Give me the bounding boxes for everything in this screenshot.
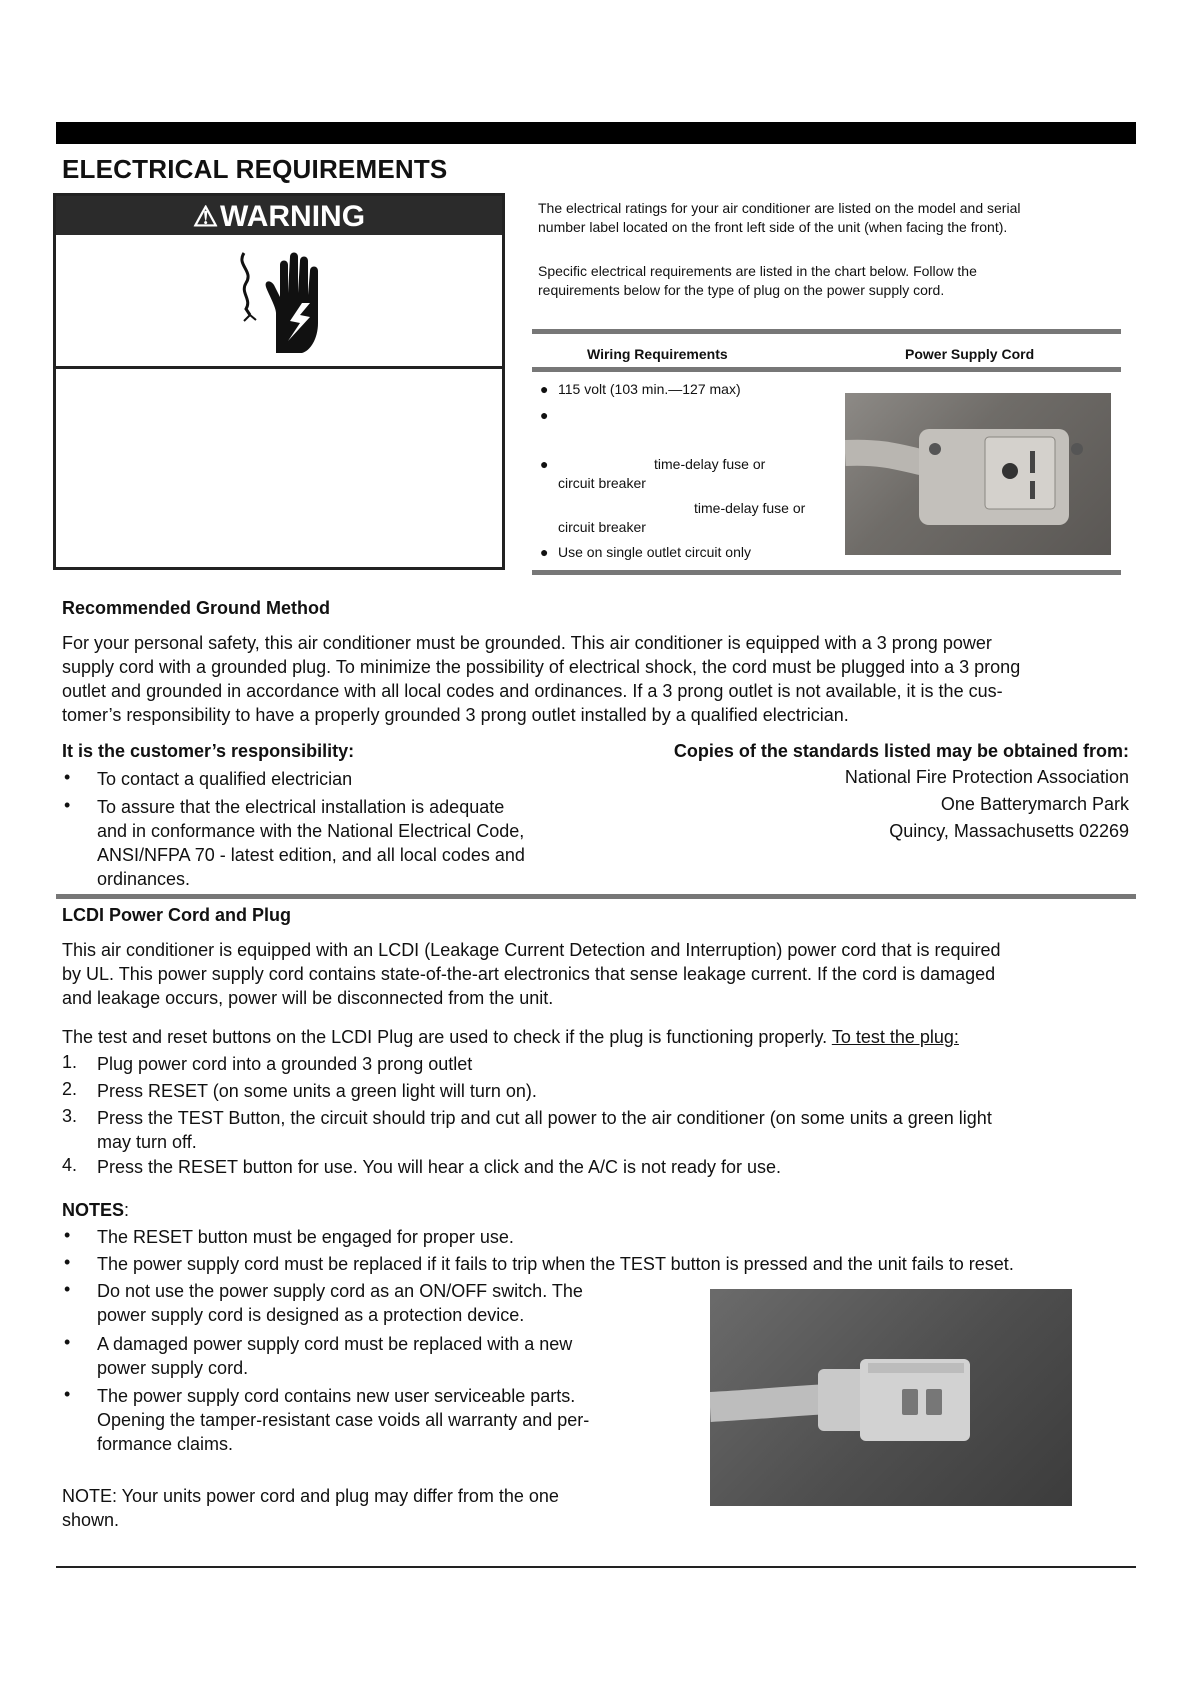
- notes-heading: [62, 1198, 129, 1222]
- power-supply-cord-header: Power Supply Cord: [905, 346, 1035, 362]
- bullet: ●: [540, 381, 549, 397]
- test-plug-label: To test the plug:: [831, 1027, 959, 1047]
- power-supply-cord-photo: [845, 393, 1111, 555]
- paragraph-line: tomer’s responsibility to have a properly grounded 3 prong outlet installed by a qualified electrician.: [62, 705, 849, 725]
- note-line: shown.: [62, 1510, 120, 1530]
- bullet: •: [64, 1225, 71, 1245]
- note-item: [97, 1332, 697, 1380]
- intro-line: number label located on the front left side of the unit (when facing the front).: [538, 219, 1008, 235]
- bullet: •: [64, 1332, 71, 1352]
- lcdi-plug-image: [710, 1289, 1072, 1506]
- lcdi-heading: LCDI Power Cord and Plug: [62, 905, 292, 925]
- step-number: 4.: [62, 1155, 78, 1175]
- bullet: •: [64, 1252, 71, 1272]
- table-bottom-rule: [532, 570, 1121, 575]
- note-line: power supply cord.: [97, 1358, 249, 1378]
- wiring-line: circuit breaker: [558, 475, 646, 491]
- note-item: [97, 1279, 697, 1327]
- warning-box: [53, 193, 505, 570]
- step-line: may turn off.: [97, 1132, 197, 1152]
- wiring-requirements-header: Wiring Requirements: [587, 346, 728, 362]
- warning-triangle-icon: ⚠: [192, 201, 219, 232]
- paragraph-line: by UL. This power supply cord contains state-of-the-art electronics that sense leakage current. If the cord is damaged: [62, 964, 996, 984]
- ground-method-heading: Recommended Ground Method: [62, 598, 331, 618]
- wiring-line: 115 volt (103 min.—127 max): [558, 381, 741, 397]
- top-black-bar: [56, 122, 1136, 144]
- step-text: Plug power cord into a grounded 3 prong outlet: [97, 1054, 473, 1074]
- intro-paragraph-1: [538, 199, 1118, 237]
- step-number: 2.: [62, 1079, 78, 1099]
- intro-paragraph-2: [538, 262, 1118, 300]
- bullet: ●: [540, 407, 549, 423]
- bullet: •: [64, 795, 71, 815]
- bullet: ●: [540, 456, 549, 472]
- step-text: Press RESET (on some units a green light will turn on).: [97, 1081, 537, 1101]
- note-item: The power supply cord must be replaced if it fails to trip when the TEST button is pressed and the unit fails to reset.: [97, 1254, 1014, 1274]
- final-note: [62, 1484, 682, 1532]
- shock-hazard-icon-panel: [56, 235, 502, 369]
- item-line: To assure that the electrical installation is adequate: [97, 797, 505, 817]
- paragraph-line: For your personal safety, this air conditioner must be grounded. This air conditioner is equipped with a 3 prong power: [62, 633, 992, 653]
- address-line: National Fire Protection Association: [844, 767, 1129, 787]
- test-intro-text: The test and reset buttons on the LCDI Plug are used to check if the plug is functioning properly.: [62, 1027, 828, 1047]
- step-number: 1.: [62, 1052, 78, 1072]
- ground-method-paragraph: [62, 631, 1142, 727]
- bullet: •: [64, 1279, 71, 1299]
- three-prong-plug-image: [845, 393, 1111, 555]
- table-top-rule: [532, 329, 1121, 334]
- note-item: [97, 1384, 697, 1456]
- step-line: Press the TEST Button, the circuit should trip and cut all power to the air conditioner (on some units a green light: [97, 1108, 992, 1128]
- step-text: Press the RESET button for use. You will hear a click and the A/C is not ready for use.: [97, 1157, 782, 1177]
- warning-header: [56, 196, 502, 235]
- wiring-line: time-delay fuse or: [654, 456, 766, 472]
- note-line: NOTE: Your units power cord and plug may differ from the one: [62, 1486, 559, 1506]
- note-line: A damaged power supply cord must be replaced with a new: [97, 1334, 573, 1354]
- intro-line: Specific electrical requirements are listed in the chart below. Follow the: [538, 263, 977, 279]
- address-line: One Batterymarch Park: [940, 794, 1129, 814]
- note-item: The RESET button must be engaged for proper use.: [97, 1227, 514, 1247]
- item-line: and in conformance with the National Electrical Code,: [97, 821, 525, 841]
- note-line: The power supply cord contains new user serviceable parts.: [97, 1386, 576, 1406]
- note-line: Opening the tamper-resistant case voids all warranty and per-: [97, 1410, 590, 1430]
- bullet: •: [64, 1384, 71, 1404]
- warning-text-panel: [56, 372, 502, 567]
- lcdi-plug-photo: [710, 1289, 1072, 1506]
- note-line: Do not use the power supply cord as an ON/OFF switch. The: [97, 1281, 583, 1301]
- standards-heading: Copies of the standards listed may be obtained from:: [673, 741, 1129, 761]
- item-line: ordinances.: [97, 869, 191, 889]
- responsibility-item: To contact a qualified electrician: [97, 769, 353, 789]
- standards-address: [845, 764, 1129, 845]
- responsibility-item: [97, 795, 617, 891]
- bullet: •: [64, 767, 71, 787]
- paragraph-line: This air conditioner is equipped with an LCDI (Leakage Current Detection and Interruption) power cord that is required: [62, 940, 1001, 960]
- responsibility-heading: It is the customer’s responsibility:: [62, 741, 355, 761]
- notes-label: NOTES: [62, 1200, 125, 1220]
- step-number: 3.: [62, 1106, 78, 1126]
- wiring-line: time-delay fuse or: [694, 500, 806, 516]
- test-intro: [62, 1025, 1142, 1049]
- section-divider: [56, 894, 1136, 899]
- wiring-requirements-list: [540, 380, 840, 560]
- warning-label: WARNING: [220, 200, 366, 233]
- wiring-line: circuit breaker: [558, 519, 646, 535]
- notes-colon: :: [124, 1200, 130, 1220]
- note-line: power supply cord is designed as a protection device.: [97, 1305, 525, 1325]
- paragraph-line: outlet and grounded in accordance with all local codes and ordinances. If a 3 prong outlet is not available, it is the cus-: [62, 681, 1003, 701]
- step-text: [97, 1106, 1147, 1154]
- address-line: Quincy, Massachusetts 02269: [889, 821, 1129, 841]
- note-line: formance claims.: [97, 1434, 234, 1454]
- intro-line: requirements below for the type of plug on the power supply cord.: [538, 282, 945, 298]
- paragraph-line: supply cord with a grounded plug. To minimize the possibility of electrical shock, the cord must be plugged into a 3 prong: [62, 657, 1021, 677]
- page-title: ELECTRICAL REQUIREMENTS: [62, 154, 448, 184]
- table-header-rule: [532, 367, 1121, 372]
- bottom-rule: [56, 1566, 1136, 1568]
- lcdi-paragraph: [62, 938, 1142, 1010]
- paragraph-line: and leakage occurs, power will be disconnected from the unit.: [62, 988, 554, 1008]
- intro-line: The electrical ratings for your air conditioner are listed on the model and serial: [538, 200, 1021, 216]
- wiring-line: Use on single outlet circuit only: [558, 544, 751, 560]
- bullet: ●: [540, 544, 549, 560]
- electric-shock-hand-icon: [206, 243, 356, 361]
- item-line: ANSI/NFPA 70 - latest edition, and all local codes and: [97, 845, 525, 865]
